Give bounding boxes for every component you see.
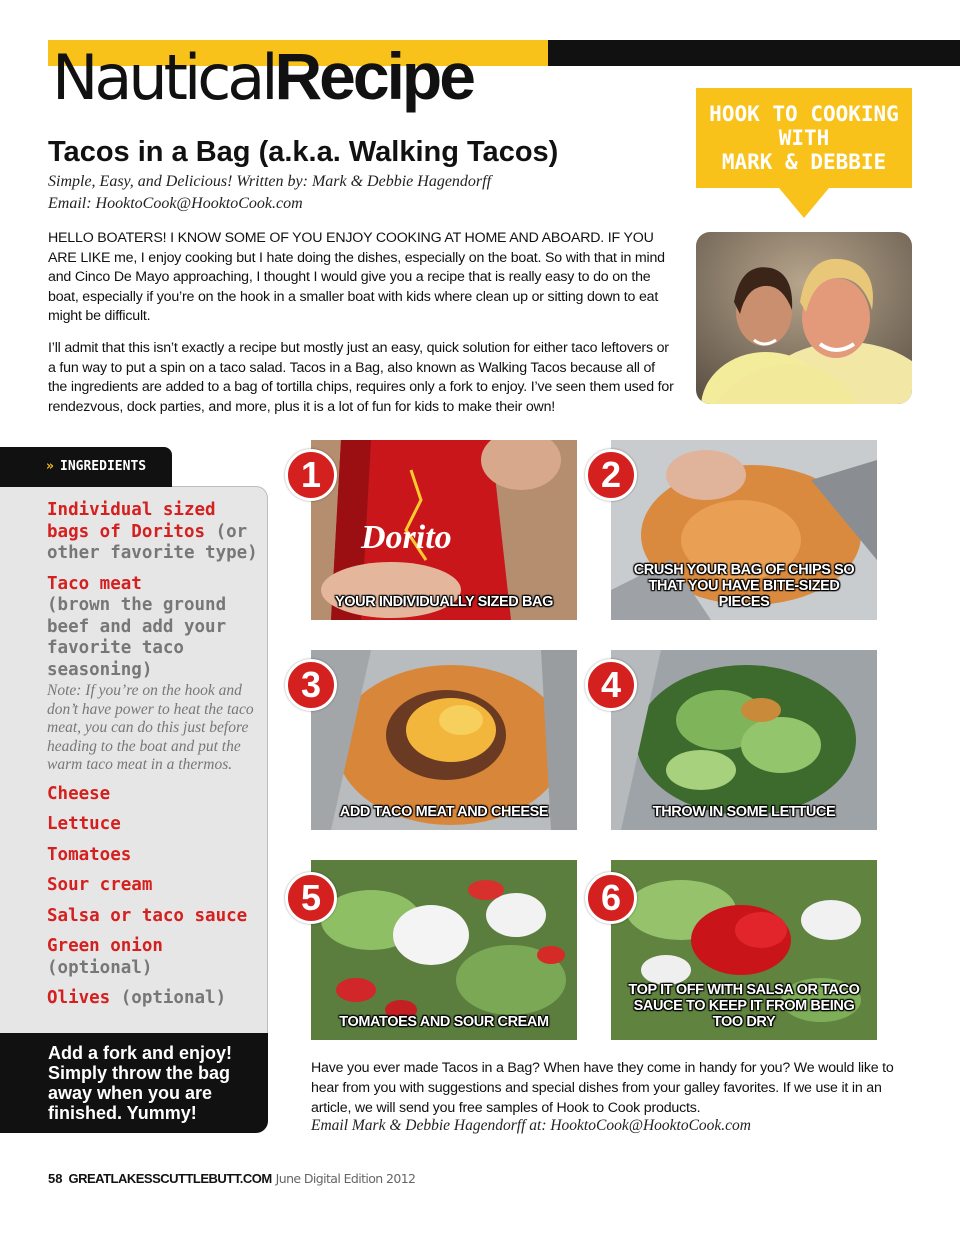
step-number-badge: 3 [285, 659, 337, 711]
step-number-badge: 2 [585, 449, 637, 501]
byline: Simple, Easy, and Delicious! Written by: Mark & Debbie Hagendorff [48, 173, 492, 190]
ingredient-item [47, 814, 262, 836]
ingredient-item [47, 500, 262, 565]
tab-marker: » [46, 459, 54, 474]
section-masthead [52, 38, 473, 114]
ingredient-name: Taco meat [47, 573, 142, 594]
step-caption: YOUR INDIVIDUALLY SIZED BAG [334, 594, 553, 610]
ingredient-note: Note: If you’re on the hook and don’t have power to heat the taco meat, you can do this just before heading to the boat and put the warm taco meat in a thermos. [47, 682, 254, 773]
badge-line-1: HOOK TO COOKING [709, 102, 899, 126]
ingredient-item [47, 988, 262, 1010]
step-number-badge: 6 [585, 872, 637, 924]
step-caption: CRUSH YOUR BAG OF CHIPS SO THAT YOU HAVE BITE-SIZED PIECES [633, 562, 855, 610]
step-number-badge: 4 [585, 659, 637, 711]
step-caption: TOMATOES AND SOUR CREAM [339, 1014, 549, 1030]
footer-edition: June Digital Edition 2012 [275, 1171, 416, 1186]
badge-line-3: MARK & DEBBIE [721, 150, 887, 174]
outro-paragraph: Have you ever made Tacos in a Bag? When have they come in handy for you? We would like to hear from you with suggestions and special dishes from your galley favorites. If we use it in an article, we will send you free samples of Hook to Cook products. [311, 1060, 894, 1116]
ingredient-detail: (or other favorite type) [47, 521, 258, 563]
badge-pointer [779, 188, 829, 218]
page-number: 58 [48, 1171, 63, 1186]
ingredient-item [47, 845, 262, 867]
step-caption: TOP IT OFF WITH SALSA OR TACO SAUCE TO KEEP IT FROM BEING TOO DRY [628, 982, 860, 1030]
ingredient-name: Olives [47, 988, 111, 1008]
ingredient-name: Individual sized bags of Doritos [47, 500, 216, 542]
step-caption: ADD TACO MEAT AND CHEESE [339, 804, 549, 820]
svg-text:Dorito: Dorito [361, 519, 452, 556]
ingredients-tab [0, 447, 172, 487]
ingredient-name: Cheese [47, 783, 111, 804]
column-badge [696, 88, 912, 188]
author-photo [696, 232, 912, 404]
step-photo-3 [311, 650, 577, 830]
footer-site: GREATLAKESSCUTTLEBUTT.COM [68, 1171, 272, 1186]
ingredients-heading: INGREDIENTS [60, 459, 147, 474]
ingredients-list [47, 500, 262, 1019]
recipe-title: Tacos in a Bag (a.k.a. Walking Tacos) [48, 136, 559, 168]
step-photo-6 [611, 860, 877, 1040]
header-black-bar [548, 40, 960, 66]
ingredient-name: Green onion [47, 936, 163, 956]
step-number-badge: 1 [285, 449, 337, 501]
ingredient-name: Lettuce [47, 814, 121, 834]
step-caption: THROW IN SOME LETTUCE [652, 804, 836, 820]
page-footer [48, 1171, 415, 1186]
step-number-badge: 5 [285, 872, 337, 924]
ingredient-item [47, 574, 262, 775]
badge-line-2: WITH [778, 126, 830, 150]
step-photo-1 [311, 440, 577, 620]
ingredient-name: Salsa or taco sauce [47, 905, 248, 926]
outro-email: Email Mark & Debbie Hagendorff at: HooktoCook@HooktoCook.com [311, 1117, 752, 1134]
finish-callout: Add a fork and enjoy! Simply throw the bag away when you are finished. Yummy! [0, 1033, 268, 1133]
ingredient-name: Sour cream [47, 875, 153, 895]
ingredient-item [47, 875, 262, 897]
step-photo-5 [311, 860, 577, 1040]
masthead-bold: Recipe [274, 39, 473, 113]
ingredient-item [47, 784, 262, 806]
step-photo-4 [611, 650, 877, 830]
step-photo-2 [611, 440, 877, 620]
byline-email: Email: HooktoCook@HooktoCook.com [48, 195, 303, 212]
ingredient-name: Tomatoes [47, 844, 132, 865]
masthead-light: Nautical [52, 41, 275, 114]
ingredient-item [47, 906, 262, 928]
ingredient-detail: (optional) [110, 988, 227, 1008]
intro-paragraph-2: I’ll admit that this isn’t exactly a recipe but mostly just an easy, quick solution for either taco leftovers or a fun way to put a spin on a taco salad. Tacos in a Bag, also known as Walking Tacos because all of the ingredients are added to a bag of tortilla chips, requires only a fork to enjoy. I’ve seen them used for rendezvous, dock parties, and more, plus it is a lot of fun for kids to make their own! [48, 340, 674, 415]
ingredient-item [47, 936, 262, 979]
intro-paragraph-1: HELLO BOATERS! I KNOW SOME OF YOU ENJOY COOKING AT HOME AND ABOARD. IF YOU ARE LIKE me, I enjoy cooking but I hate doing the dishes, especially on the boat. So with that in mind and Cinco De Mayo approaching, I thought I would give you a recipe that is really easy to do on the boat, especially if you’re on the hook in a smaller boat with kids where clean up or sitting down to eat might be difficult. [48, 230, 665, 324]
ingredient-detail: (optional) [47, 957, 153, 978]
ingredient-detail: (brown the ground beef and add your favorite taco seasoning) [47, 595, 227, 680]
